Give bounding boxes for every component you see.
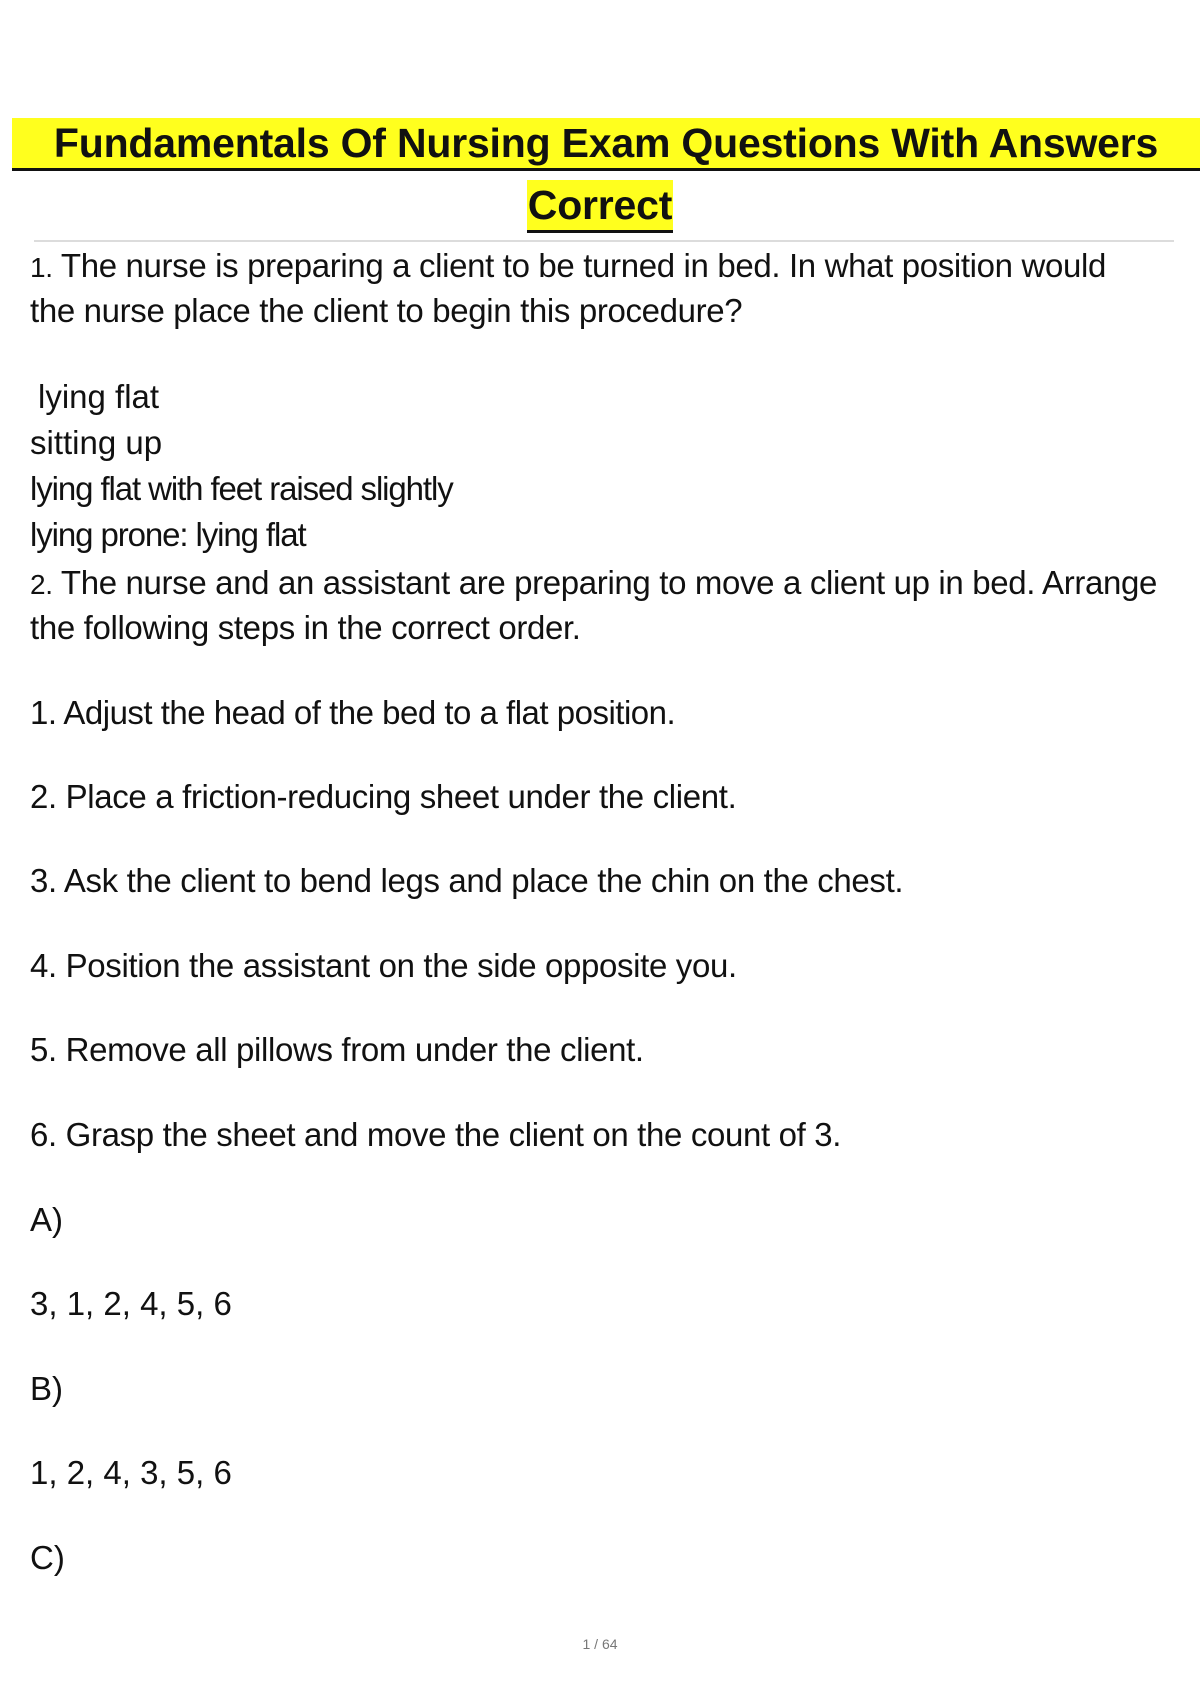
question-2-line-2: the following steps in the correct order. <box>30 609 581 646</box>
question-text: The nurse and an assistant are preparing to move a client up in bed. Arrange <box>60 564 1157 601</box>
choice-value: 1, 2, 4, 3, 5, 6 <box>30 1454 232 1491</box>
choice-value: 3, 1, 2, 4, 5, 6 <box>30 1285 232 1322</box>
question-1-line-2: the nurse place the client to begin this procedure? <box>30 292 743 329</box>
question-1-line-1 <box>30 246 1106 288</box>
question-2-line-1 <box>30 563 1157 605</box>
choice-label: A) <box>30 1201 63 1238</box>
title-highlight: Fundamentals Of Nursing Exam Questions With Answers <box>12 118 1200 171</box>
ordering-step: 5. Remove all pillows from under the client. <box>30 1031 644 1068</box>
document-title-line-2 <box>0 180 1200 233</box>
ordering-step: 3. Ask the client to bend legs and place the chin on the chest. <box>30 862 904 899</box>
document-title-line-1 <box>12 118 1200 171</box>
choice-label: C) <box>30 1539 65 1576</box>
page-indicator: 1 / 64 <box>582 1636 618 1652</box>
answer-option: sitting up <box>30 424 163 461</box>
ordering-step: 1. Adjust the head of the bed to a flat position. <box>30 694 676 731</box>
question-text: The nurse is preparing a client to be turned in bed. In what position would <box>60 247 1106 284</box>
ordering-step: 6. Grasp the sheet and move the client on the count of 3. <box>30 1116 842 1153</box>
question-number: 1. <box>30 252 53 283</box>
title-highlight: Correct <box>527 180 673 233</box>
answer-option: lying prone: lying flat <box>30 516 306 553</box>
answer-option: lying flat with feet raised slightly <box>30 470 453 507</box>
ordering-step: 2. Place a friction-reducing sheet under the client. <box>30 778 737 815</box>
ordering-step: 4. Position the assistant on the side opposite you. <box>30 947 737 984</box>
question-number: 2. <box>30 569 53 600</box>
answer-option: lying flat <box>38 378 160 415</box>
title-divider <box>34 240 1174 242</box>
choice-label: B) <box>30 1370 63 1407</box>
